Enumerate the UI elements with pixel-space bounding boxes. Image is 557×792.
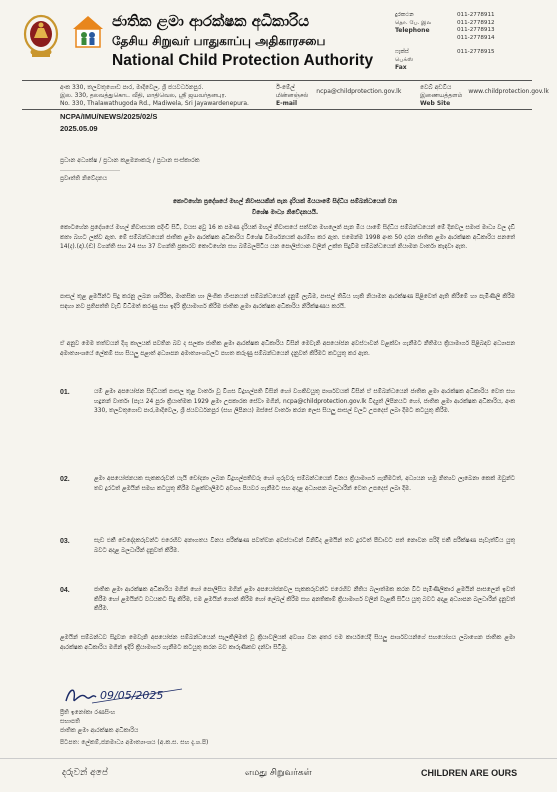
footer-slogan-en: CHILDREN ARE OURS (421, 768, 518, 778)
reference-block (60, 111, 157, 135)
contact-phone-row (395, 12, 555, 43)
signature-date: 09/05/2025 (100, 689, 164, 702)
address-divider (22, 109, 532, 110)
paragraph-2: පාසල් තුළ ළමයින්ට සිදු කරනු ලබන ශාරීරික, මානසික හා ලිංගික හිංසනයන් සම්බන්ධයෙන් දැනුම් ලැබීම, පාසල් තිබිය හැකි නියාමන ආරක්ෂණ පිළිවෙත් ඇති කිරීමේ හා පැමිණිලි කිරීම සඳහා නව ප්‍රතිපත්ති වැඩි විධිමත් කරණු සහ ඉදිරි ක්‍රියාමාර්ග කිරීම ජාතික ළමා ආරක්ෂක අධිකාරිය නිරීක්ෂණය කරයි. (60, 294, 515, 310)
phone-number: 011-2778911 (457, 12, 495, 18)
sri-lanka-emblem-icon (22, 12, 60, 62)
org-title-sinhala: ජාතික ළමා ආරක්ෂක අධිකාරිය (112, 12, 310, 30)
footer-slogan-si: දරුවන් අපේ (62, 768, 108, 778)
footer-slogan-ta: எமது சிறுவர்கள் (245, 768, 312, 778)
reference-number: NCPA/IMU/NEWS/2025/02/S (60, 112, 158, 121)
contact-block (395, 12, 555, 73)
email-label-ta: மின்னஞ்சல் (276, 92, 309, 99)
recipients-line: ප්‍රධාන අධ්‍යක්ෂ / ප්‍රධාන කළමනාකරු / ප්‍රධාන සංස්කාරක (60, 157, 200, 164)
fax-label (395, 49, 457, 73)
signatory-name: ප්‍රීති ඉනෝකා රණසිංහ (60, 709, 116, 716)
signatory-block (60, 708, 208, 747)
signatory-title: සභාපති (60, 718, 80, 725)
fax-label-si: ෆැක්ස් (395, 48, 409, 55)
recipients-block (60, 156, 200, 183)
paragraph-1: කොටහේන ප්‍රදේශයේ මහල් නිවාසයක පදිංචි සිටි, වයස අවු 16 ක පමණ දැරියක් මහල් නිවාසයේ සත්වන මහලෙන් පැන මිය යාමේ සිද්ධිය සම්බන්ධයෙන් මේ දිනවල සමාජ මාධ්‍ය වල දැඩි කතා බහට ලක්ව ඇත. මේ සම්බන්ධයෙන් ජාතික ළමා ආරක්ෂක අධිකාරිය විශේෂ විමර්ශනයක් ආරම්භ කර ඇත. එමෙන්ම 1998 අංක 50 දරන ජාතික ළමා ආරක්ෂක අධිකාරිය පනතේ 14(ද).(ඳ).(ඬ) වගන්ති සහ 24 සහ 37 වගන්ති ප්‍රකාරව කොටහේන සහ බම්බලපිටිය යන පොලිස්ථාන වලින් උක්ත සිදුවීම සම්බන්ධයෙන් නියාමන වාර්තා කැඳවා ඇත. (60, 225, 515, 251)
address-line-si: අංක 330, තලවතුගොඩ පාර, මාදිවෙල, ශ්‍රී ජයවර්ධනපුර. (60, 84, 204, 91)
item-text: ළමා අපයෝජනයක සැකකරුවන් යැයි චෝදනා ලබන විදුහල්පතිවරු හෝ ගුරුවරු සම්බන්ධයෙන් විනය ක්‍රියාමාර්ග ගැනීමටත්, අධ්‍යයන හමු නිත්‍යව ලැබෙනා කෙක් ඔවුන්ට තව දුරටත් ළමයින් සමඟ කටයුතු කිරීම වළක්වාලීමට අවශ්‍ය පියවර ගැනීමට සහ අදාළ අධ්‍යාපන බලධාරීන් වෙත උපදෙස් ලබා දීම. (94, 476, 515, 492)
phone-label-si: දුරකථන (395, 12, 414, 18)
signatory-organization: ජාතික ළමා ආරක්ෂක අධිකාරිය (60, 727, 139, 734)
email-label-si: ඊ-මේල් (276, 84, 295, 91)
contact-fax-row (395, 49, 555, 73)
phone-number: 011-2778912 (457, 19, 495, 26)
subject-heading (110, 196, 460, 218)
address-line-ta: இல. 330, தலவத்துகொட வீதி, மாதிவெல, ஸ்ரீ ஜயவர்தனபுர. (60, 92, 227, 99)
fax-label-en: Fax (395, 64, 407, 72)
fax-number: 011-2778915 (457, 48, 495, 55)
signature-mark (62, 683, 192, 709)
subject-line: විශේෂ මාධ්‍ය නිවේදනයයි. (251, 209, 319, 216)
org-title-english: National Child Protection Authority (112, 52, 374, 69)
item-number: 03. (60, 538, 70, 545)
item-number: 04. (60, 587, 70, 594)
closing-paragraph: ළමයින් සම්බන්ධව සිදුවන මෙවැනි අපයෝජන සම්බන්ධයෙන් සැලකිලිමත් වූ ක්‍රියාවලියක් අවශ්‍ය වන අතර එම කාර්යයේදී සියලු පාර්ශවයන්ගේ සහයෝගය ලබාගෙන ජාතික ළමා ආරක්ෂක අධිකාරිය මගින් ඉදිරි ක්‍රියාමාර්ග ගැනීමට කටයුතු කරන බව කාරුණිකව දන්වා සිටිමු. (60, 635, 515, 651)
item-number: 01. (60, 389, 70, 396)
phone-number: 011-2778914 (457, 35, 495, 42)
fax-label-ta: பெக்ஸ் (395, 56, 414, 63)
phone-values (457, 12, 495, 43)
item-text: ජාතික ළමා ආරක්ෂක අධිකාරිය මගින් හෝ පොලීසිය මගින් ළමා අපයෝජනවල සැකකරුවන්ට එරෙහිව නීතිය බලාත්මක කරන විට පැමිණිලිකාර ළමයින් පාසලෙන් ඉවත් කිරීම හෝ ළමයින්ට වධයකට සිදු කිරීම, එම ළමයින් ගොන් කිරීම හෝ ලේබල් කිරීම සහ අනතිකාම් ක්‍රියාමාර්ග වලින් වැළකී සිටිය යුතු බවට අදාළ අධ්‍යාපන බලධාරීන් දැනුවත් කිරීම. (94, 587, 515, 613)
subject-line: කොටහේන ප්‍රදේශයේ මහල් නිවාසයකින් පැන දැරියක් මියයාමේ සිද්ධිය සම්බන්ධයෙන් වන (172, 198, 398, 205)
address-line-en: No. 330, Thalawathugoda Rd., Madiwela, Sri Jayawardenepura. (60, 100, 249, 107)
item-text: සැඩ එකී චෙදෝදකරුවන්ට එරෙහිව අනාගතය විනය පරීක්ෂණ පවත්වන අවස්ථාවන් විනිවිද ළමයින් තව දුරටත් පීඩාවට පත් නොවන පරිදි එකී පරීක්ෂණ පැවැත්විය යුතු බවට අදාළ බලධාරීන් දැනුවත් කිරීම. (94, 538, 515, 554)
org-title-tamil: தேசிய சிறுவர் பாதுகாப்பு அதிகாரசபை (112, 34, 326, 48)
web-label-en: Web Site (420, 100, 451, 107)
copy-to-line: පිටපත: ලේකම්,ජනමාධ්‍ය අමාත්‍යාංශය (අ.ක.ස. සහ දැ.ශ.පි) (60, 739, 209, 746)
email-block (276, 84, 401, 108)
email-label-en: E-mail (276, 100, 298, 107)
phone-number: 011-2778913 (457, 27, 495, 34)
item-number: 02. (60, 476, 70, 483)
fax-values (457, 49, 495, 73)
phone-label-ta: தொ. பே. இல (395, 19, 432, 26)
paragraph-3: ඒ අනුව මෙම තත්වයන් දිගු කාලයක් පවතින බව ද සලකා ජාතික ළමා ආරක්ෂක අධිකාරිය විසින් මෙවැනි අපයෝජන අවස්ථාවන් වළක්වා ගැනීමට නීතිමය ක්‍රියාමාර්ග පිළිබඳව අධ්‍යාපන අමාත්‍යාංශයේ ලේකම් සහ සියලු පළාත් අධ්‍යාපන අමාත්‍යාංශවලට පහත කරුණු සම්බන්ධයෙන් දැනුවත් කිරීමට කටයුතු කර ඇත. (60, 341, 515, 357)
recipients-blank: ………………………… (60, 166, 120, 173)
reference-date: 2025.05.09 (60, 124, 98, 133)
web-label-ta: இணையத்தளம் (420, 92, 463, 99)
phone-label (395, 12, 457, 43)
phone-label-en: Telephone (395, 27, 430, 35)
item-text: යම් ළමා අපයෝජන සිද්ධියක් පාසල තුළ වාර්තා වූ විගස විදුහල්පති විසින් හෝ වගකිවයුතු පාර්ශවයක් විසින් ඒ සම්බන්ධයෙන් ජාතික ළමා ආරක්ෂක අධිකාරිය වෙත සහ හදුනන් වාර්තා (පැය 24 පුරා ක්‍රියාත්මක 1929 ළමා උපකාරක සේවා මගින්, ncpa@childprotection.gov.lk විද්‍යුත් ලිපිනයට හෝ, ජාතික ළමා ආරක්ෂක අධිකාරිය, අංක 330, තලවතුගොඩ පාර,මාදිවෙල, ශ්‍රී ජයවර්ධනපුර (සහ ලිපිනය) ඔස්සේ වාර්තා කරන ලෙස සියලු පාසල් වලට උපදෙස් ලබා දීමට කටයුතු කිරීම. (94, 389, 515, 415)
website-link[interactable]: www.childprotection.gov.lk (468, 88, 549, 95)
header-divider (22, 80, 532, 81)
website-block (420, 84, 549, 108)
address-block (60, 84, 249, 108)
web-label-si: වෙබ් අඩවිය (420, 84, 452, 91)
news-release-label: ප්‍රවෘත්ති නිවේදනය (60, 175, 108, 182)
email-link[interactable]: ncpa@childprotection.gov.lk (316, 88, 402, 95)
ncpa-logo-icon (70, 13, 106, 51)
footer-divider (0, 758, 557, 759)
